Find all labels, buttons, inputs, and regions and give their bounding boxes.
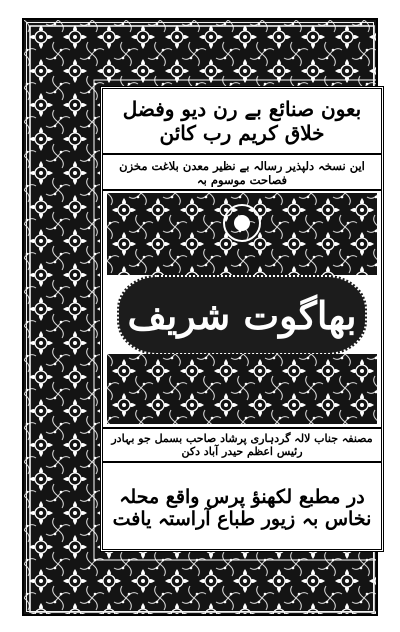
press-band: [103, 469, 381, 549]
invocation-band: [103, 89, 381, 155]
floral-panel-bottom: [107, 354, 377, 424]
author-band: [103, 427, 381, 463]
subtitle-text: این نسخہ دلپذیر رسالہ بے نظیر معدن بلاغت مخزن فصاحت موسوم بہ: [119, 159, 365, 187]
press-text: در مطبع لکھنؤ پرس واقع محلہ نخاس بہ زیور طباع آراستہ یافت: [112, 486, 372, 530]
book-title: بھاگوت شریف: [127, 292, 357, 338]
subtitle-band: [103, 157, 381, 191]
central-panel: [100, 86, 384, 552]
title-cartouche: [117, 275, 367, 355]
floral-panel-top: [107, 193, 377, 275]
author-text: مصنفہ جناب لالہ گردہاری پرشاد صاحب بسمل جو بہادر رئیس اعظم حیدر آباد دکن: [111, 432, 373, 458]
invocation-text: بعون صنائع بے رن دیو وفضل خلاق کریم رب کائن: [122, 97, 362, 145]
